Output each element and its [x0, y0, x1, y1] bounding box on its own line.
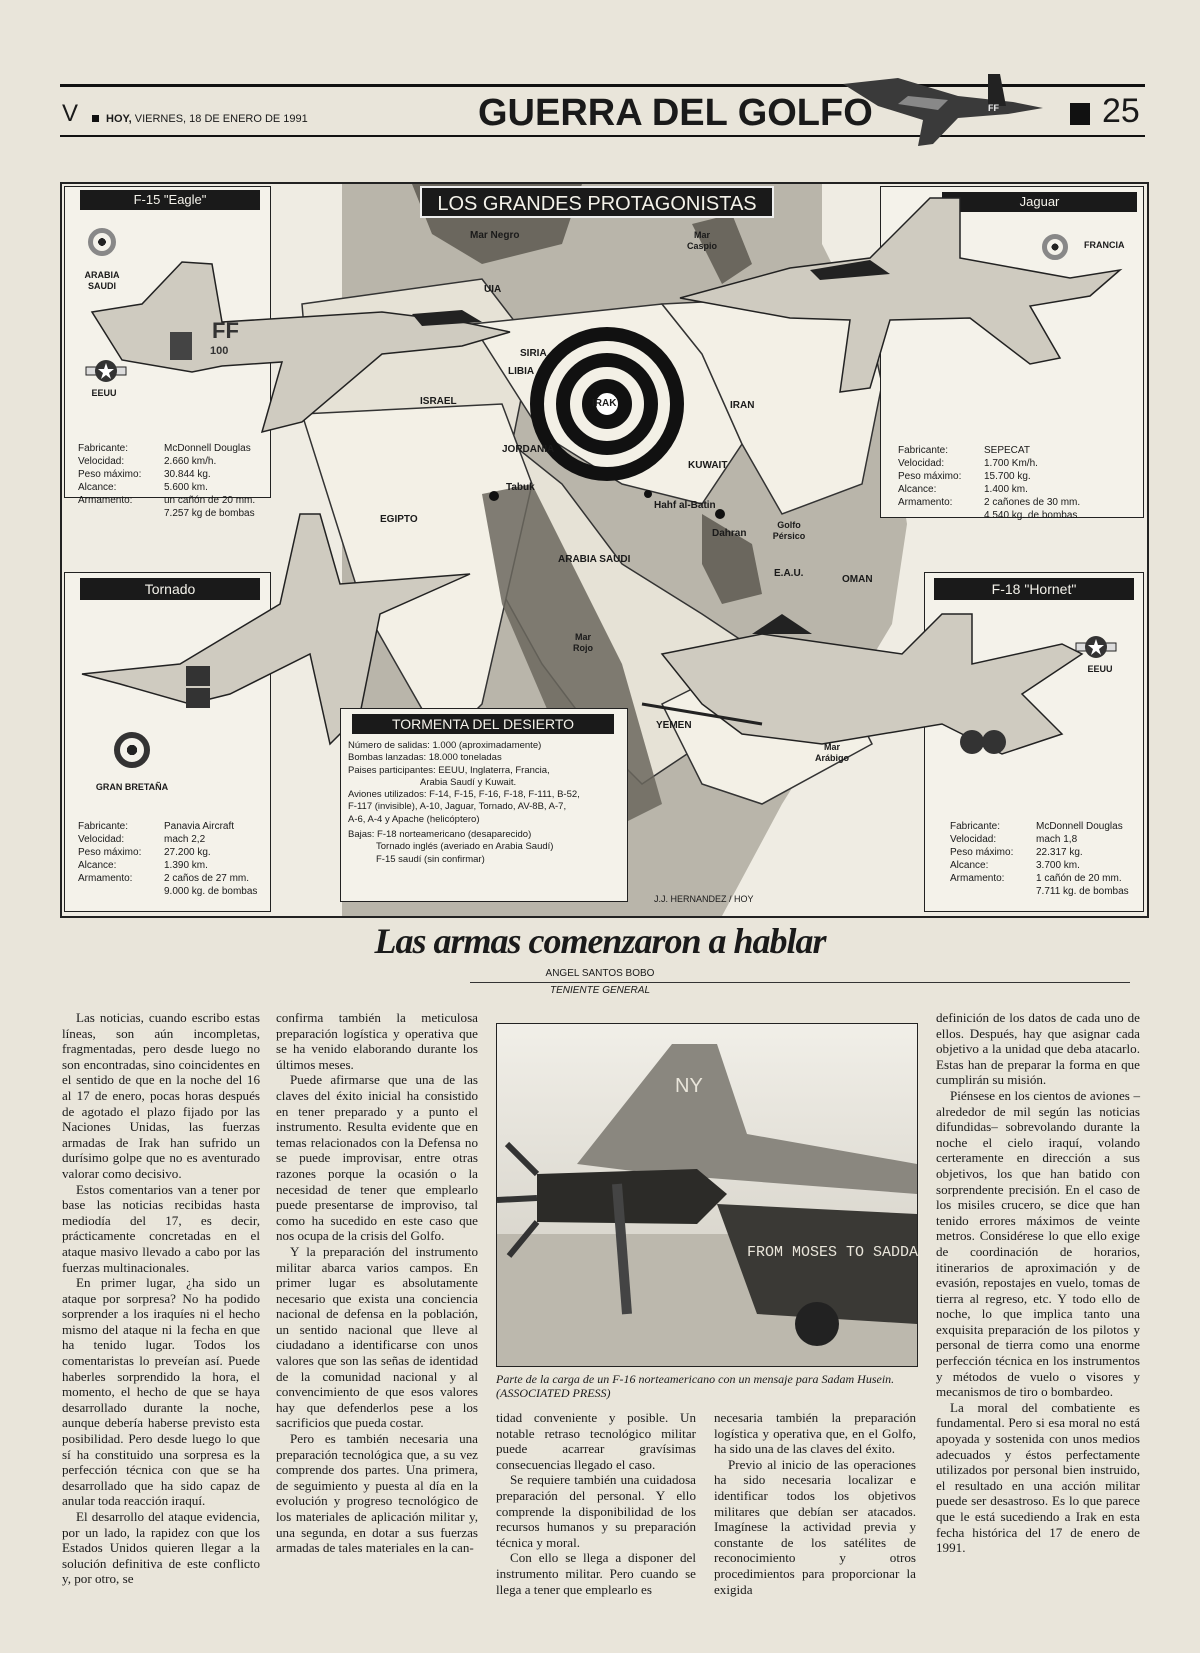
label-siria: SIRIA — [520, 348, 547, 359]
jet-logo-icon — [838, 66, 1048, 156]
label-turquia: UIA — [484, 284, 502, 295]
label-golfo-persico: Golfo Pérsico — [772, 520, 806, 541]
f15-title: F-15 "Eagle" — [80, 190, 260, 210]
header-bullet — [92, 115, 99, 122]
infographic-title: LOS GRANDES PROTAGONISTAS — [420, 186, 774, 218]
label-israel: ISRAEL — [420, 396, 457, 407]
jaguar-specs: Fabricante: SEPECAT Velocidad: 1.700 Km/h. Peso máximo: 15.700 kg. Alcance: 1.400 km. Armamento: 2 cañones de 30 mm. 4.540 kg. de bombas — [898, 445, 1081, 521]
label-mar-arabigo: Mar Arábigo — [814, 742, 849, 763]
f15-country-2: EEUU — [91, 388, 117, 398]
label-mar-negro: Mar Negro — [470, 230, 520, 241]
svg-text:FF: FF — [212, 318, 239, 343]
header-bullet-right — [1070, 103, 1090, 125]
label-arabia-saudi: ARABIA SAUDI — [558, 554, 631, 565]
label-mar-caspio: Mar Caspio — [686, 230, 717, 251]
svg-text:100: 100 — [210, 345, 229, 357]
f18-title: F-18 "Hornet" — [934, 578, 1134, 600]
article-column-5: definición de los datos de cada uno de ellos. Después, hay que asignar cada objetivo a la unidad que deba atacarlo. Estas han de preparar la forma en que cumplirán su misión. Piénsese en los cientos de aviones –alrededor de mil según las noticias difundidas– sobrevolando durante la noche el cielo iraquí, volando certeramente en dirección a sus objetivos, los que han batido con sorprendente precisión. En el caso de los misiles crucero, se dice que han tenido errores máximos de veinte metros. Considérese lo que ello exige de coordinación de horarios, itinerarios de aproximación y de evasión, repostajes en vuelo, tomas de tierra al regreso, etc. Y todo ello de noche, lo que implica tanto una exquisita preparación de los pilotos y personal de tierra como una enorme perfección técnica en los instrumentos y métodos de vuelo o visores y mecanismos de tiro o bombardeo. La moral del combatiente es fundamental. Pero si esa moral no está apoyada y sostenida con unos medios adecuados y éstos perfectamente utilizados por personal bien instruido, el resultado en una acción militar puede ser desastroso. Es lo que parece que le está sucediendo a Irak en esta fecha histórica del 17 de enero de 1991. — [936, 1010, 1140, 1556]
storm-facts: Número de salidas: 1.000 (aproximadamente) Bombas lanzadas: 18.000 toneladas Paises participantes: EEUU, Inglaterra, Francia, Arabia Saudí y Kuwait. Aviones utilizados: F-14, F-15, F-16, F-18, F-111, B-52, F-117 (invisible), A-10, Jaguar, Tornado, AV-8B, A-7, A-6, A-4 y Apache (helicóptero) Bajas: F-18 norteamericano (desaparecido) Tornado inglés (averiado en Arabia Saudí) F-15 saudí (sin confirmar) — [348, 740, 580, 865]
label-oman: OMAN — [842, 574, 873, 585]
f16-bomb-photo — [497, 1024, 991, 1366]
tornado-specs: Fabricante: Panavia Aircraft Velocidad: mach 2,2 Peso máximo: 27.200 kg. Alcance: 1.390 km. Armamento: 2 caños de 27 mm. 9.000 kg. de bombas — [78, 821, 258, 897]
article-column-4: necesaria también la preparación logística y operativa que, en el Golfo, ha sido una de las claves del éxito. Previo al inicio de las operaciones ha sido necesaria localizar e identificar todos los objetivos militares que debían ser atacados. Imagínese la actividad previa y constante de los satélites de reconocimiento y otros procedimientos para proporcionar la exigida — [714, 1410, 916, 1597]
f15-specs: Fabricante: McDonnell Douglas Velocidad: 2.660 km/h. Peso máximo: 30.844 kg. Alcance: 5.600 km. Armamento: un cañón de 20 mm. 7.257 kg de bombas — [78, 443, 256, 519]
jaguar-title: Jaguar — [942, 192, 1137, 212]
page-number: 25 — [1102, 92, 1140, 130]
uk-roundel-icon — [114, 732, 150, 768]
article-photo — [496, 1023, 991, 1367]
byline-rule — [470, 982, 1130, 983]
f15-country-1: ARABIA SAUDI — [84, 270, 120, 291]
label-yemen: YEMEN — [656, 720, 692, 731]
header-date: VIERNES, 18 DE ENERO DE 1991 — [134, 113, 308, 125]
label-kuwait: KUWAIT — [688, 460, 728, 471]
paper-name: HOY, — [106, 113, 132, 125]
header-dateline — [106, 113, 308, 125]
label-tabuk: Tabuk — [506, 482, 535, 493]
label-iran: IRAN — [730, 400, 755, 411]
svg-text:FF: FF — [988, 103, 999, 113]
article-column-1: Las noticias, cuando escribo estas líneas, son aún incompletas, fragmentadas, pero desde luego no son encontradas, sino coincidentes en el sentido de que en la noche del 16 al 17 de enero, pocas horas después de agotado el plazo fijado por las Naciones Unidas, las fuerzas armadas de Irak han sufrido un durísimo golpe que no es aventurado valorar como decisivo. Estos comentarios van a tener por base las noticias recibidas hasta mediodía del 17, es decir, prácticamente concretadas en el ataque masivo llevado a cabo por las fuerzas multinacionales. En primer lugar, ¿ha sido un ataque por sorpresa? No ha podido sorprender a los iraquíes ni el hecho mismo del ataque ni la fecha en que ha tenido lugar. Todos los comentaristas lo preveían así. Puede haberles sorprendido la hora, el momento, el hecho de que se haya desarrollado durante la noche, aunque debería haberse previsto esta posibilidad. Pero desde luego lo que sí ha constituido una sorpresa es la perfección técnica con que se ha desarrollado que ha sido capaz de anular toda reacción iraquí. El desarrollo del ataque evidencia, por un lado, la rapidez con que los Estados Unidos quieren llegar a la solución definitiva de este conflicto y, por otro, se — [62, 1010, 260, 1587]
label-jordania: JORDANIA — [502, 444, 555, 455]
f18-country: EEUU — [1087, 664, 1113, 674]
article-column-2: confirma también la meticulosa preparación logística y operativa que se ha venido elaborando durante los últimos meses. Puede afirmarse que una de las claves del éxito inicial ha consistido en tener preparado y a punto el instrumento. Resulta evidente que en temas relacionados con la Defensa no se puede improvisar, entre otras razones porque la ocasión o la necesidad de tener que emplearlo puede presentarse de improviso, tal como ha sucedido en este caso que nos ocupa de la crisis del Golfo. Y la preparación del instrumento militar abarca varios campos. En primer lugar es absolutamente necesario que exista una conciencia nacional de defensa en la población, un sentido nacional que lleve al ciudadano a identificarse con unos valores que son las señas de identidad de la comunidad nacional y al convencimiento de que esos valores hay que defenderlos pese a los sacrificios que pueda costar. Pero es también necesaria una preparación tecnológica que, a su vez comprende dos partes. Una primera, de seguimiento y puesta al día en la evolución y progreso tecnológico de los materiales de aplicación militar y, una segunda, en dotar a sus fuerzas armadas de tales materiales en la can- — [276, 1010, 478, 1556]
label-hafr: Hahf al-Batin — [654, 500, 716, 511]
section-title: GUERRA DEL GOLFO — [478, 92, 873, 134]
tornado-country: GRAN BRETAÑA — [95, 782, 169, 792]
article-author: ANGEL SANTOS BOBO — [545, 968, 655, 979]
label-egipto: EGIPTO — [380, 514, 418, 525]
section-letter: V — [62, 100, 79, 127]
label-eau: E.A.U. — [774, 568, 804, 579]
storm-title: TORMENTA DEL DESIERTO — [352, 714, 614, 734]
article-rank: TENIENTE GENERAL — [549, 985, 651, 996]
svg-text:FROM MOSES TO SADDAM - BANG: FROM MOSES TO SADDAM - BANG — [747, 1244, 991, 1261]
jaguar-country: FRANCIA — [1084, 240, 1125, 250]
photo-caption: Parte de la carga de un F-16 norteamericano con un mensaje para Sadam Husein. (ASSOCIATED PRESS) — [496, 1372, 895, 1400]
label-irak: IRAK — [592, 398, 617, 409]
tornado-title: Tornado — [80, 578, 260, 600]
label-dahran: Dahran — [712, 528, 747, 539]
f18-specs: Fabricante: McDonnell Douglas Velocidad: mach 1,8 Peso máximo: 22.317 kg. Alcance: 3.700 km. Armamento: 1 cañón de 20 mm. 7.711 kg. de bombas — [950, 821, 1129, 897]
svg-text:NY: NY — [675, 1075, 703, 1097]
label-mar-rojo: Mar Rojo — [573, 632, 593, 653]
label-libia: LIBIA — [508, 366, 535, 377]
f15-jet-illustration — [82, 242, 512, 442]
article-headline: Las armas comenzaron a hablar — [374, 921, 826, 961]
infographic — [60, 182, 1149, 918]
infographic-credit: J.J. HERNANDEZ / HOY — [654, 894, 754, 904]
jaguar-jet-illustration — [670, 188, 1130, 408]
f18-jet-illustration — [642, 594, 1122, 794]
article-column-3: tidad conveniente y posible. Un notable retraso tecnológico militar puede acarrear gravísimas consecuencias llegado el caso. Se requiere también una cuidadosa preparación del personal. Y ello comprende la disponibilidad de los recursos humanos y su preparación técnica y moral. Con ello se llega a disponer del instrumento militar. Pero cuando se llega a tener que emplearlo es — [496, 1410, 696, 1597]
